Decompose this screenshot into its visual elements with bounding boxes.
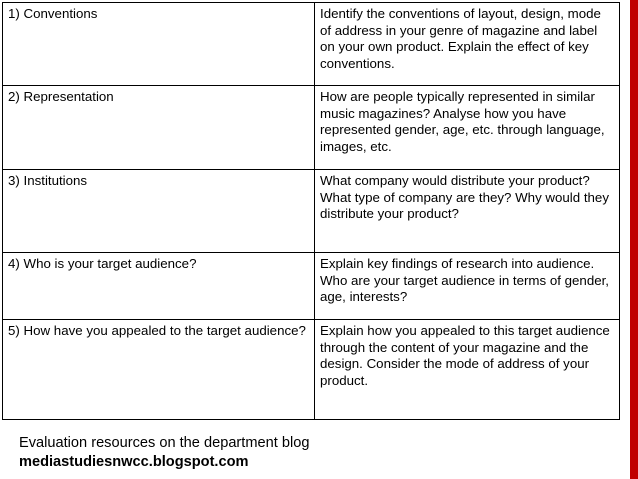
table-row [3, 320, 620, 420]
task-cell: Explain key findings of research into audience. Who are your target audience in terms of gender, age, interests? [315, 253, 620, 320]
table-row [3, 86, 620, 170]
blog-link[interactable]: mediastudiesnwcc.blogspot.com [19, 453, 249, 470]
table-row [3, 170, 620, 253]
accent-side-bar [630, 0, 638, 479]
table-row [3, 253, 620, 320]
footer-caption: Evaluation resources on the department blog [19, 435, 310, 451]
task-cell: What company would distribute your product? What type of company are they? Why would they distribute your product? [315, 170, 620, 253]
task-cell: How are people typically represented in similar music magazines? Analyse how you have represented gender, age, etc. through language, images, etc. [315, 86, 620, 170]
topic-cell: 4) Who is your target audience? [3, 253, 315, 320]
topic-cell: 1) Conventions [3, 3, 315, 86]
table-row [3, 3, 620, 86]
task-cell: Explain how you appealed to this target audience through the content of your magazine and the design. Consider the mode of address of your product. [315, 320, 620, 420]
footer [19, 434, 309, 471]
topic-cell: 3) Institutions [3, 170, 315, 253]
topic-cell: 5) How have you appealed to the target audience? [3, 320, 315, 420]
topic-cell: 2) Representation [3, 86, 315, 170]
evaluation-table [2, 2, 620, 420]
task-cell: Identify the conventions of layout, design, mode of address in your genre of magazine and label on your own product. Explain the effect of key conventions. [315, 3, 620, 86]
